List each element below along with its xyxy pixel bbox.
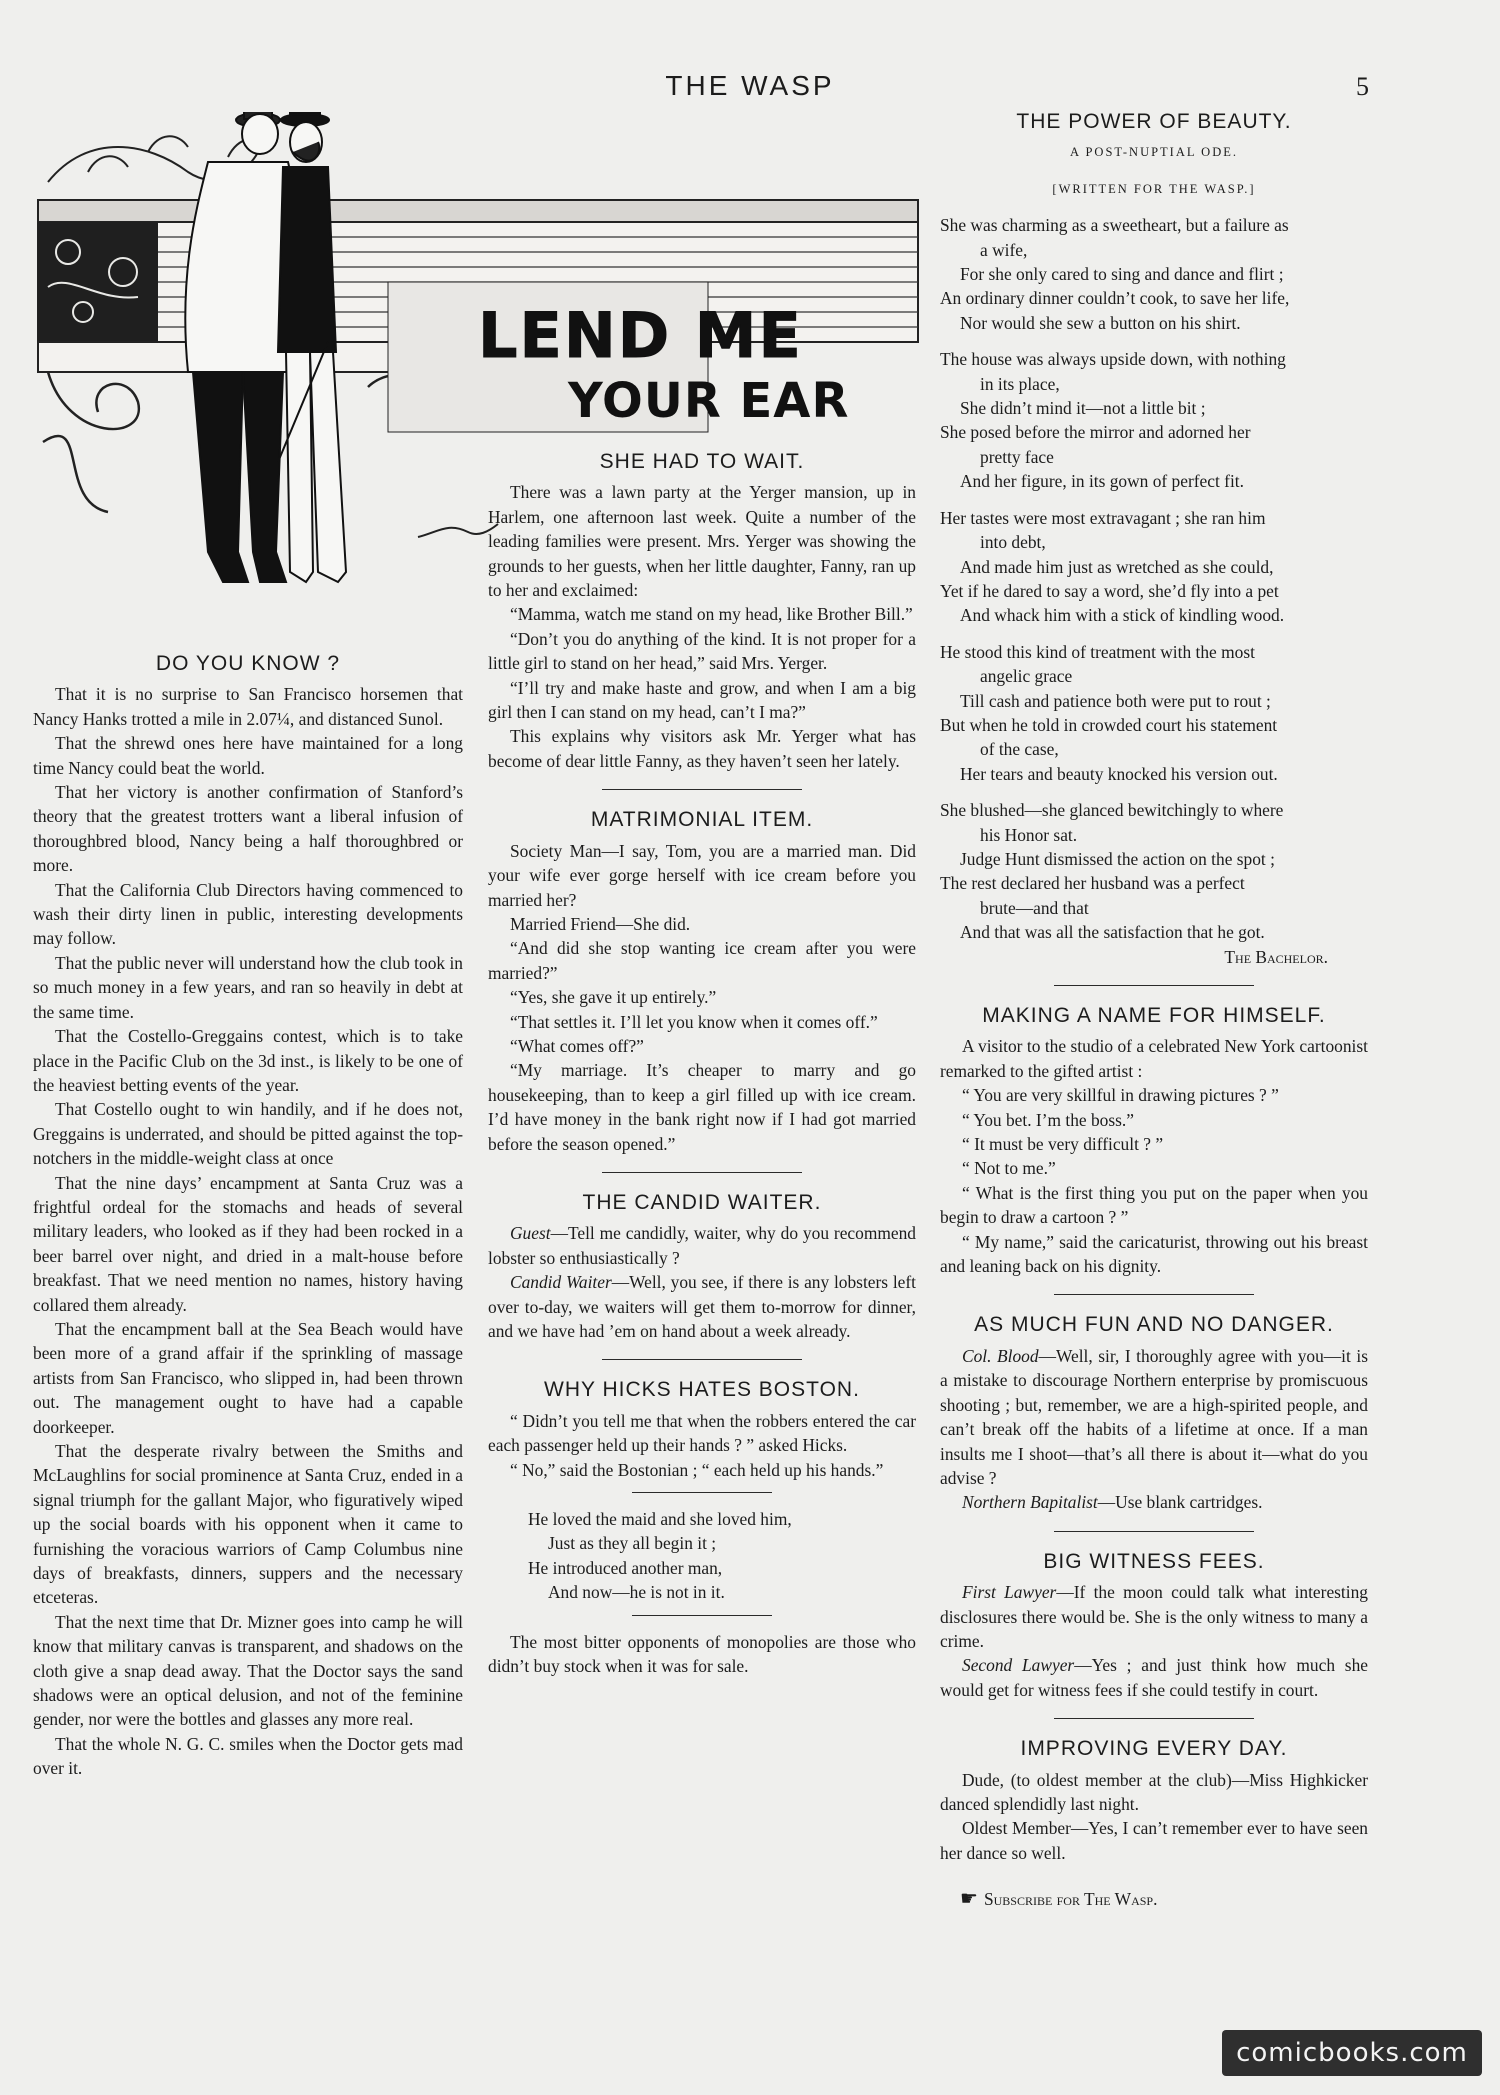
do-you-know-paragraph: That the shrewd ones here have maintained for a long time Nancy could beat the world. <box>33 733 463 778</box>
article-paragraph: “Yes, she gave it up entirely.” <box>510 987 717 1008</box>
poem-line: She was charming as a sweetheart, but a failure as <box>940 215 1289 236</box>
dialogue-text: —Use blank cartridges. <box>1097 1492 1263 1513</box>
power-of-beauty-heading: THE POWER OF BEAUTY. <box>1016 110 1292 133</box>
verse-line: He introduced another man, <box>528 1557 723 1578</box>
poem-line: But when he told in crowded court his statement <box>940 714 1278 735</box>
poem-signature: The Bachelor. <box>1224 946 1328 967</box>
poem-line: And her figure, in its gown of perfect fit. <box>960 471 1244 492</box>
article-paragraph: Dude, (to oldest member at the club)—Miss Highkicker danced splendidly last night. <box>940 1769 1368 1814</box>
article-paragraph: “That settles it. I’ll let you know when it comes off.” <box>510 1011 878 1032</box>
poem-line: Her tastes were most extravagant ; she ran him <box>940 507 1266 528</box>
gentleman-right <box>278 112 346 582</box>
poem-line: And that was all the satisfaction that he got. <box>960 922 1265 943</box>
article-paragraph <box>940 1490 1368 1514</box>
poem-stanza <box>940 798 1368 944</box>
verse-line: He loved the maid and she loved him, <box>528 1509 792 1530</box>
do-you-know-paragraph: That her victory is another confirmation of Stanford’s theory that the greatest trotters want a liberal infusion of thoroughbred blood, Nancy being a half thoroughbred or more. <box>33 782 463 876</box>
do-you-know-paragraph: That the nine days’ encampment at Santa Cruz was a frightful ordeal for the stomachs and heads of several military leaders, who looked as if they had been rocked in a beer barrel over night, and dried in a malt-house before breakfast. That we need mention no names, history having collared them already. <box>33 1172 463 1315</box>
poem-line: She posed before the mirror and adorned her <box>940 422 1251 443</box>
article-paragraph: A visitor to the studio of a celebrated New York cartoonist remarked to the gifted artist : <box>940 1036 1368 1081</box>
improving-heading: IMPROVING EVERY DAY. <box>1020 1737 1288 1761</box>
article-paragraph: “ No,” said the Bostonian ; “ each held up his hands.” <box>510 1459 884 1480</box>
speaker-name: Guest <box>510 1223 551 1244</box>
section-divider <box>1054 1718 1254 1719</box>
column-left <box>33 652 463 1781</box>
speaker-name: First Lawyer <box>962 1582 1057 1603</box>
poem-line: An ordinary dinner couldn’t cook, to save her life, <box>940 288 1290 309</box>
she-had-to-wait-heading: SHE HAD TO WAIT. <box>599 450 805 473</box>
do-you-know-paragraph: That it is no surprise to San Francisco horsemen that Nancy Hanks trotted a mile in 2.07¼, and distanced Sunol. <box>33 684 463 729</box>
article-paragraph: “ Not to me.” <box>962 1158 1056 1179</box>
speaker-name: Northern Bapitalist <box>962 1492 1098 1513</box>
article-paragraph: “ What is the first thing you put on the paper when you begin to draw a cartoon ? ” <box>940 1182 1368 1228</box>
article-paragraph: “And did she stop wanting ice cream after you were married?” <box>488 938 916 983</box>
poem-stanza <box>940 506 1368 628</box>
verse-block <box>528 1507 916 1605</box>
article-paragraph: Married Friend—She did. <box>510 913 691 934</box>
poem-note: [WRITTEN FOR THE WASP.] <box>1052 181 1256 196</box>
poem-line: angelic grace <box>980 666 1073 687</box>
do-you-know-heading: DO YOU KNOW ? <box>155 652 341 675</box>
poem-subtitle: A POST-NUPTIAL ODE. <box>1070 145 1238 160</box>
poem-line: Till cash and patience both were put to rout ; <box>960 690 1271 711</box>
do-you-know-paragraph: That the California Club Directors having commenced to wash their dirty linen in public, interesting developments may follow. <box>33 879 463 949</box>
section-divider <box>602 1172 802 1173</box>
do-you-know-paragraph: That the whole N. G. C. smiles when the Doctor gets mad over it. <box>33 1733 463 1779</box>
illustration-title-line1: LEND ME <box>478 299 803 372</box>
do-you-know-paragraph: That the public never will understand how the club took in so much money in a few years, and ran so heavily in debt at the same time. <box>33 952 463 1022</box>
dialogue-text: —Well, sir, I thoroughly agree with you—it is a mistake to discourage Northern enterprise by promiscuous shooting ; but, remember, we are a high-spirited people, and can’t break off the habits of a lifetime at once. If a man insults me I shoot—that’s all there is about it—what do you advise ? <box>940 1345 1368 1488</box>
do-you-know-paragraph: That the next time that Dr. Mizner goes into camp he will know that military canvas is transparent, and shadows on the cloth give a snap dead away. That the Doctor says the sand shadows were an optical delusion, and not of the feminine gender, nor were the bottles and glasses any more real. <box>33 1611 463 1730</box>
poem-stanza <box>940 640 1368 786</box>
article-paragraph: “What comes off?” <box>510 1035 644 1056</box>
poem-line: pretty face <box>980 446 1054 467</box>
article-paragraph: “ You bet. I’m the boss.” <box>962 1109 1134 1130</box>
poem-line: She blushed—she glanced bewitchingly to where <box>940 800 1284 821</box>
article-paragraph: “I’ll try and make haste and grow, and when I am a big girl then I can stand on my head, can’t I ma?” <box>488 677 916 723</box>
article-paragraph: “ Didn’t you tell me that when the robbers entered the car each passenger held up their hands ? ” asked Hicks. <box>488 1410 916 1456</box>
column-middle <box>488 450 916 1678</box>
masthead-title: THE WASP <box>665 70 835 101</box>
poem-line: Yet if he dared to say a word, she’d fly into a pet <box>940 580 1279 601</box>
making-a-name-heading: MAKING A NAME FOR HIMSELF. <box>982 1004 1326 1027</box>
article-paragraph: “Don’t you do anything of the kind. It is not proper for a little girl to stand on her head,” said Mrs. Yerger. <box>488 628 916 674</box>
article-paragraph <box>940 1344 1368 1490</box>
column-right <box>940 110 1368 1912</box>
article-paragraph: “ My name,” said the caricaturist, throwing out his breast and leaning back on his dignity. <box>940 1231 1368 1277</box>
article-paragraph <box>488 1270 916 1343</box>
article-paragraph: “ It must be very difficult ? ” <box>962 1134 1164 1155</box>
site-watermark: comicbooks.com <box>1222 2030 1482 2076</box>
poem-line: of the case, <box>980 739 1059 760</box>
section-divider <box>1054 1531 1254 1532</box>
poem-line: a wife, <box>980 239 1028 260</box>
poem-line: And made him just as wretched as she could, <box>960 556 1274 577</box>
dialogue-text: —If the moon could talk what interesting disclosures there would be. She is the only witness to many a crime. <box>940 1582 1368 1651</box>
speaker-name: Col. Blood <box>962 1345 1039 1366</box>
dialogue-text: —Tell me candidly, waiter, why do you recommend lobster so enthusiastically ? <box>488 1223 916 1268</box>
poem-line: into debt, <box>980 532 1046 553</box>
poem-line: his Honor sat. <box>980 824 1078 845</box>
section-divider <box>602 789 802 790</box>
matrimonial-item-heading: MATRIMONIAL ITEM. <box>590 808 814 832</box>
poem-line: in its place, <box>980 373 1060 394</box>
article-paragraph: “My marriage. It’s cheaper to marry and go housekeeping, than to keep a girl filled up with ice cream. I’d have money in the bank right now if I had got married before the season opened.” <box>488 1060 916 1154</box>
article-paragraph <box>940 1653 1368 1702</box>
section-divider <box>632 1492 772 1493</box>
poem-line: Judge Hunt dismissed the action on the spot ; <box>960 848 1275 869</box>
speaker-name: Second Lawyer <box>962 1655 1075 1676</box>
illustration-title-line2: YOUR EAR <box>568 373 850 429</box>
pointing-hand-icon: ☛ <box>960 1888 978 1911</box>
section-divider <box>602 1359 802 1360</box>
verse-line: Just as they all begin it ; <box>548 1533 717 1554</box>
article-paragraph: “Mamma, watch me stand on my head, like Brother Bill.” <box>510 604 913 625</box>
do-you-know-paragraph: That Costello ought to win handily, and if he does not, Greggains is underrated, and should be pitted against the top-notchers in the middle-weight class at once <box>33 1099 463 1169</box>
article-paragraph <box>488 1221 916 1270</box>
dialogue-text: —Well, you see, if there is any lobsters left over to-day, we waiters will get them to-morrow for dinner, and we have had ’em on hand about a week already. <box>488 1272 917 1341</box>
hicks-boston-heading: WHY HICKS HATES BOSTON. <box>544 1378 860 1402</box>
poem-line: Her tears and beauty knocked his version out. <box>960 763 1278 784</box>
section-divider <box>632 1615 772 1616</box>
much-fun-heading: AS MUCH FUN AND NO DANGER. <box>974 1313 1334 1337</box>
article-paragraph <box>940 1580 1368 1653</box>
poem-line: The house was always upside down, with nothing <box>940 349 1286 370</box>
poem-line: Nor would she sew a button on his shirt. <box>960 312 1241 333</box>
article-paragraph: Society Man—I say, Tom, you are a married man. Did your wife ever gorge herself with ice cream before you married her? <box>488 840 916 910</box>
poem-stanza <box>940 213 1368 335</box>
verse-line: And now—he is not in it. <box>548 1582 725 1603</box>
article-paragraph: Oldest Member—Yes, I can’t remember ever to have seen her dance so well. <box>940 1818 1368 1863</box>
section-divider <box>1054 1294 1254 1295</box>
poem-line: She didn’t mind it—not a little bit ; <box>960 398 1206 419</box>
dialogue-text: —Yes ; and just think how much she would get for witness fees if she could testify in court. <box>940 1655 1368 1700</box>
witness-fees-heading: BIG WITNESS FEES. <box>1043 1549 1265 1573</box>
section-divider <box>1054 985 1254 986</box>
speaker-name: Candid Waiter <box>510 1272 612 1293</box>
poem-stanza <box>940 347 1368 493</box>
candid-waiter-heading: THE CANDID WAITER. <box>582 1190 822 1214</box>
poem-line: brute—and that <box>980 897 1089 918</box>
poem-line: The rest declared her husband was a perfect <box>940 873 1245 894</box>
poem-line: He stood this kind of treatment with the most <box>940 641 1255 662</box>
article-paragraph: There was a lawn party at the Yerger mansion, up in Harlem, one afternoon last week. Quite a number of the leading families were present. Mrs. Yerger was showing the grounds to her guests, when her little daughter, Fanny, ran up to her and exclaimed: <box>488 482 916 601</box>
do-you-know-paragraph: That the Costello-Greggains contest, which is to take place in the Pacific Club on the 3d inst., is likely to be one of the heaviest betting events of the year. <box>33 1026 463 1095</box>
do-you-know-paragraph: That the encampment ball at the Sea Beach would have been more of a grand affair if the sprinkling of massage artists from San Francisco, who slipped in, had been thrown out. The management ought to have had a capable doorkeeper. <box>33 1318 463 1437</box>
page-number: 5 <box>1356 72 1369 101</box>
do-you-know-paragraph: That the desperate rivalry between the Smiths and McLaughlins for social prominence at Santa Cruz, ended in a signal triumph for the gallant Major, who figuratively wiped up the social boards with his opponent when it came to furnishing the voracious warriors of Camp Columbus nine days of breakfasts, dinners, suppers and the necessary etceteras. <box>33 1441 463 1608</box>
subscribe-note <box>940 1887 1368 1911</box>
poem-line: And whack him with a stick of kindling wood. <box>960 605 1285 626</box>
article-paragraph: The most bitter opponents of monopolies are those who didn’t buy stock when it was for sale. <box>488 1631 916 1677</box>
subscribe-text: Subscribe for The Wasp. <box>983 1889 1158 1910</box>
poem-line: For she only cared to sing and dance and flirt ; <box>960 264 1284 285</box>
article-paragraph: This explains why visitors ask Mr. Yerger what has become of dear little Fanny, as they haven’t seen her lately. <box>488 726 916 771</box>
article-paragraph: “ You are very skillful in drawing pictures ? ” <box>962 1085 1279 1106</box>
